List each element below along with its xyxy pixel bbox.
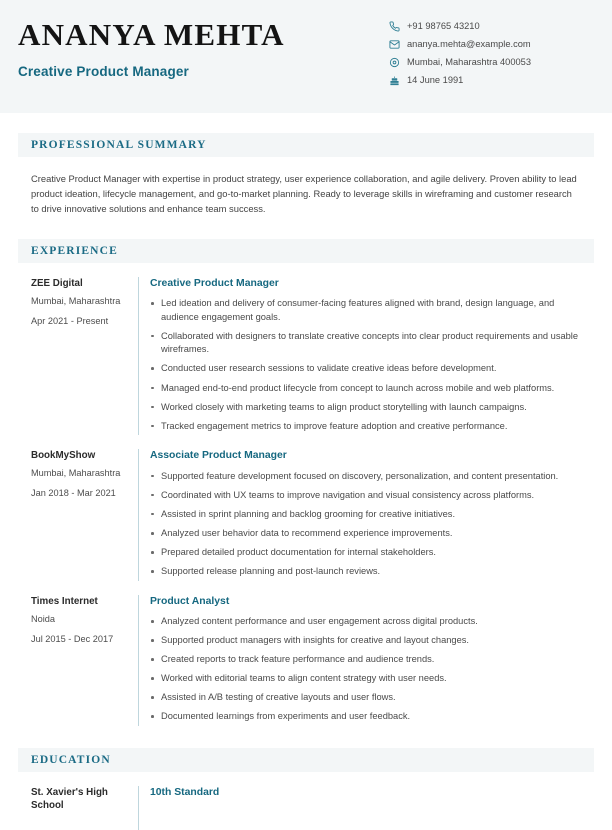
list-item: Assisted in sprint planning and backlog grooming for creative initiatives. <box>150 508 594 522</box>
contact-item-email[interactable] <box>389 39 594 50</box>
list-item: Analyzed content performance and user engagement across digital products. <box>150 615 594 629</box>
experience-entry-meta <box>31 449 138 580</box>
section-header-band-education <box>18 748 594 772</box>
list-item: Analyzed user behavior data to recommend experience improvements. <box>150 527 594 541</box>
contact-item-birthdate[interactable] <box>389 75 594 86</box>
company-name: BookMyShow <box>31 450 96 462</box>
experience-entry-meta <box>31 595 138 726</box>
role-title: Creative Product Manager <box>150 277 279 289</box>
contact-item-phone[interactable] <box>389 21 594 32</box>
company-name: ZEE Digital <box>31 277 83 289</box>
contact-list <box>389 16 594 87</box>
list-item: Worked closely with marketing teams to align product storytelling with launch campaigns. <box>150 401 594 415</box>
education-entry-meta <box>31 786 138 830</box>
section-title-summary: PROFESSIONAL SUMMARY <box>31 139 207 151</box>
section-header-band-summary <box>18 133 594 157</box>
responsibility-list <box>150 470 594 579</box>
experience-entry <box>18 595 594 726</box>
resume-body <box>0 133 612 830</box>
experience-entry-detail <box>138 449 594 580</box>
employment-dates: Jul 2015 - Dec 2017 <box>31 633 114 644</box>
header-job-title: Creative Product Manager <box>18 63 189 79</box>
section-header-band-experience <box>18 239 594 263</box>
section-professional-summary <box>18 133 594 217</box>
experience-entry-meta <box>31 277 138 436</box>
section-education <box>18 748 594 830</box>
birthday-cake-icon <box>389 76 400 87</box>
resume-header-banner <box>0 0 612 113</box>
list-item: Tracked engagement metrics to improve feature adoption and creative performance. <box>150 420 594 434</box>
company-location: Mumbai, Maharashtra <box>31 295 121 306</box>
list-item: Prepared detailed product documentation for internal stakeholders. <box>150 546 594 560</box>
identity-block <box>18 16 285 79</box>
list-item: Assisted in A/B testing of creative layouts and user flows. <box>150 691 594 705</box>
list-item: Collaborated with designers to translate creative concepts into clear product requirements and usable wireframes. <box>150 330 594 357</box>
company-name: Times Internet <box>31 595 98 607</box>
list-item: Documented learnings from experiments and user feedback. <box>150 710 594 724</box>
role-title: Product Analyst <box>150 595 230 607</box>
list-item: Led ideation and delivery of consumer-facing features aligned with brand, design language, and audience engagement goals. <box>150 297 594 324</box>
list-item: Supported feature development focused on discovery, personalization, and content presentation. <box>150 470 594 484</box>
summary-paragraph: Creative Product Manager with expertise in product strategy, user experience collaboration, and agile delivery. Proven ability to lead product ideation, lifecycle management, and go-to-market planning. Ready to leverage skills in wireframing and customer research to drive innovative solutions and enhance team success. <box>31 173 577 215</box>
phone-icon <box>389 21 400 32</box>
section-title-experience: EXPERIENCE <box>31 244 118 257</box>
email-icon <box>389 39 400 50</box>
responsibility-list <box>150 615 594 724</box>
responsibility-list <box>150 297 594 433</box>
list-item: Worked with editorial teams to align content strategy with user needs. <box>150 672 594 686</box>
page-title: ANANYA MEHTA <box>18 17 285 52</box>
contact-value-location: Mumbai, Maharashtra 400053 <box>407 57 532 68</box>
list-item: Supported product managers with insights for creative and layout changes. <box>150 634 594 648</box>
section-experience <box>18 239 594 726</box>
employment-dates: Jan 2018 - Mar 2021 <box>31 488 116 499</box>
experience-entry <box>18 449 594 580</box>
contact-value-email: ananya.mehta@example.com <box>407 39 531 50</box>
list-item: Coordinated with UX teams to improve navigation and visual consistency across platforms. <box>150 489 594 503</box>
experience-entry-detail <box>138 595 594 726</box>
role-title: Associate Product Manager <box>150 450 287 462</box>
company-location: Noida <box>31 613 56 624</box>
contact-value-phone: +91 98765 43210 <box>407 21 480 31</box>
experience-entry-detail <box>138 277 594 436</box>
company-location: Mumbai, Maharashtra <box>31 468 121 479</box>
experience-entry <box>18 277 594 436</box>
degree-title: 10th Standard <box>150 787 220 798</box>
list-item: Created reports to track feature performance and audience trends. <box>150 653 594 667</box>
list-item: Conducted user research sessions to validate creative ideas before development. <box>150 362 594 376</box>
education-entry-detail <box>138 786 594 830</box>
location-pin-icon <box>389 57 400 68</box>
employment-dates: Apr 2021 - Present <box>31 315 109 326</box>
list-item: Managed end-to-end product lifecycle from concept to launch across mobile and web platforms. <box>150 382 594 396</box>
education-entry <box>18 786 594 830</box>
contact-item-location[interactable] <box>389 57 594 68</box>
section-title-education: EDUCATION <box>31 754 111 766</box>
list-item: Supported release planning and post-launch reviews. <box>150 565 594 579</box>
contact-value-birthdate: 14 June 1991 <box>407 75 464 86</box>
school-name: St. Xavier's High School <box>31 787 108 812</box>
